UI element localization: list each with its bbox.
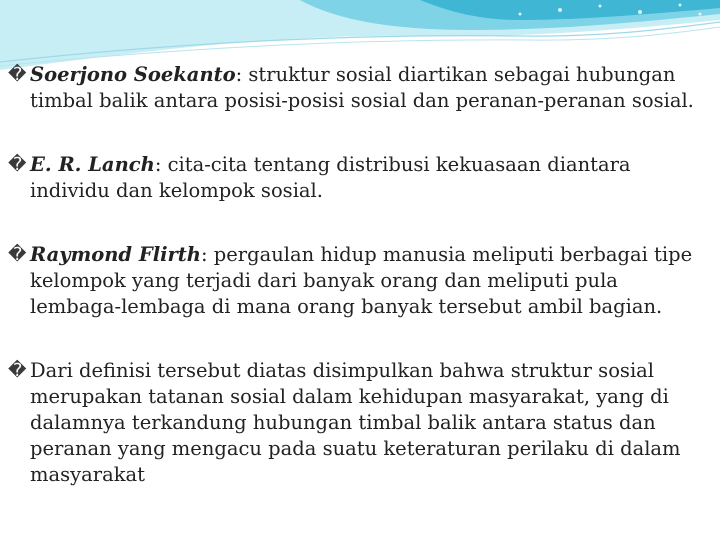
bullet-icon: � bbox=[8, 244, 27, 265]
conclusion-text: Dari definisi tersebut diatas disimpulkan bahwa struktur sosial merupakan tatanan sosial dalam kehidupan masyarakat, yang di dalamnya terkandung hubungan timbal balik antara status dan peranan yang mengacu pada suatu keteraturan perilaku di dalam masyarakat bbox=[30, 359, 681, 486]
author-name: Raymond Flirth bbox=[30, 243, 201, 266]
slide-content bbox=[8, 62, 714, 488]
author-name: E. R. Lanch bbox=[30, 153, 155, 176]
definition-flirth bbox=[8, 242, 714, 320]
definition-text: : pergaulan hidup manusia meliputi berbagai tipe kelompok yang terjadi dari banyak orang dan meliputi pula lembaga-lembaga di mana orang banyak tersebut ambil bagian. bbox=[30, 243, 693, 318]
definition-text: : struktur sosial diartikan sebagai hubungan timbal balik antara posisi-posisi sosial dan peranan-peranan sosial. bbox=[30, 63, 694, 112]
definition-lanch bbox=[8, 152, 714, 204]
conclusion-paragraph bbox=[8, 358, 714, 488]
bullet-icon: � bbox=[8, 64, 27, 85]
definition-soerjono bbox=[8, 62, 714, 114]
definition-text: : cita-cita tentang distribusi kekuasaan diantara individu dan kelompok sosial. bbox=[30, 153, 631, 202]
bullet-icon: � bbox=[8, 154, 27, 175]
bullet-icon: � bbox=[8, 360, 27, 381]
author-name: Soerjono Soekanto bbox=[30, 63, 236, 86]
